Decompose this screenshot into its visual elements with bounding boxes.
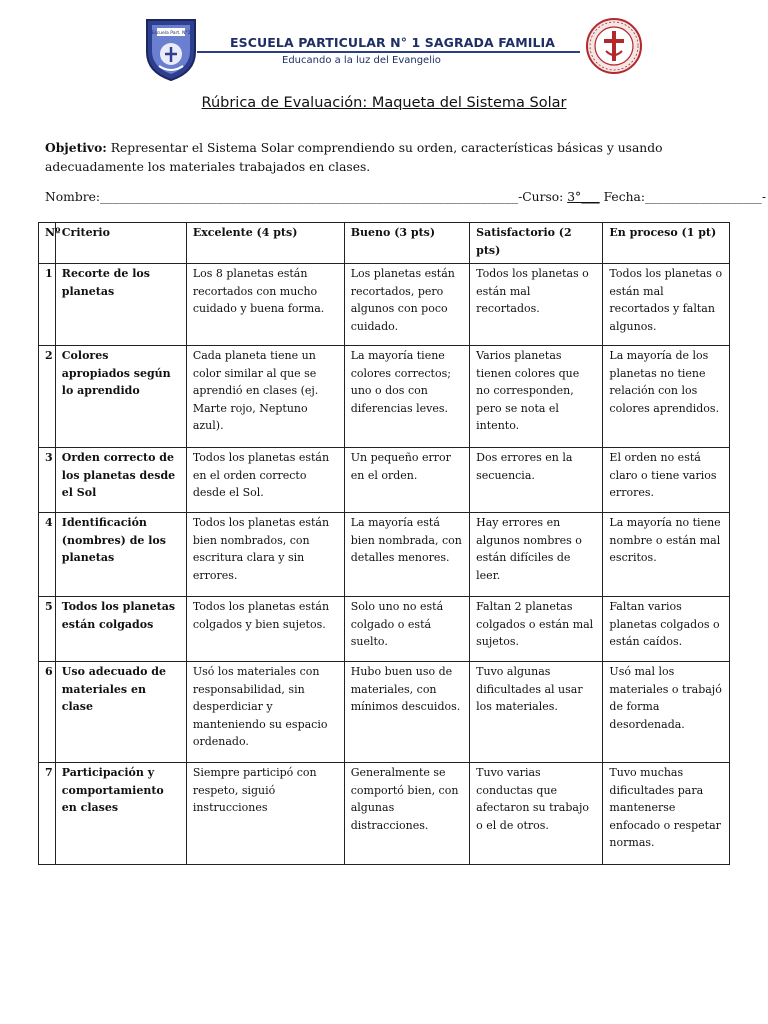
header-in-progress: En proceso (1 pt) [603, 223, 730, 264]
in-progress-cell: Faltan varios planetas colgados o están caídos. [603, 597, 730, 662]
row-number: 7 [39, 763, 56, 865]
letterhead [0, 0, 768, 90]
school-motto: Educando a la luz del Evangelio [282, 55, 441, 66]
svg-text:Escuela Part. N°1: Escuela Part. N°1 [151, 31, 191, 36]
row-number: 4 [39, 513, 56, 597]
criterion-cell: Colores apropiados según lo aprendido [55, 346, 186, 448]
good-cell: Generalmente se comportó bien, con algunas distracciones. [344, 763, 469, 865]
objective-label: Objetivo: [45, 140, 107, 155]
criterion-cell: Identificación (nombres) de los planetas [55, 513, 186, 597]
header-criterion: Criterio [55, 223, 186, 264]
criterion-cell: Uso adecuado de materiales en clase [55, 662, 186, 763]
header-good: Bueno (3 pts) [344, 223, 469, 264]
date-label: Fecha: [599, 190, 645, 204]
satisfactory-cell: Hay errores en algunos nombres o están difíciles de leer. [470, 513, 603, 597]
table-row [39, 264, 730, 346]
satisfactory-cell: Tuvo varias conductas que afectaron su trabajo o el de otros. [470, 763, 603, 865]
satisfactory-cell: Todos los planetas o están mal recortados. [470, 264, 603, 346]
excellent-cell: Todos los planetas están colgados y bien sujetos. [186, 597, 344, 662]
good-cell: Solo uno no está colgado o está suelto. [344, 597, 469, 662]
course-label: -Curso: [518, 190, 568, 204]
school-seal-logo [585, 17, 643, 75]
course-value[interactable]: 3°___ [567, 190, 600, 204]
excellent-cell: Todos los planetas están bien nombrados, con escritura clara y sin errores. [186, 513, 344, 597]
satisfactory-cell: Faltan 2 planetas colgados o están mal sujetos. [470, 597, 603, 662]
in-progress-cell: Usó mal los materiales o trabajó de forma desordenada. [603, 662, 730, 763]
satisfactory-cell: Dos errores en la secuencia. [470, 448, 603, 513]
excellent-cell: Siempre participó con respeto, siguió instrucciones [186, 763, 344, 865]
name-label: Nombre: [45, 190, 100, 204]
row-number: 6 [39, 662, 56, 763]
good-cell: La mayoría tiene colores correctos; uno o dos con diferencias leves. [344, 346, 469, 448]
objective-text: Representar el Sistema Solar comprendiendo su orden, características básicas y usando adecuadamente los materiales trabajados en clases. [45, 141, 663, 174]
row-number: 1 [39, 264, 56, 346]
table-row [39, 597, 730, 662]
date-blank[interactable]: ___________________ [644, 190, 762, 204]
table-header-row [39, 223, 730, 264]
header-excellent: Excelente (4 pts) [186, 223, 344, 264]
table-row [39, 763, 730, 865]
school-name: ESCUELA PARTICULAR N° 1 SAGRADA FAMILIA [230, 35, 556, 50]
excellent-cell: Los 8 planetas están recortados con mucho cuidado y buena forma. [186, 264, 344, 346]
school-crest-logo [143, 16, 199, 82]
excellent-cell: Usó los materiales con responsabilidad, sin desperdiciar y manteniendo su espacio ordenado. [186, 662, 344, 763]
in-progress-cell: El orden no está claro o tiene varios errores. [603, 448, 730, 513]
in-progress-cell: La mayoría de los planetas no tiene relación con los colores aprendidos. [603, 346, 730, 448]
header-rule [197, 51, 580, 53]
objective-paragraph [45, 138, 735, 177]
criterion-cell: Participación y comportamiento en clases [55, 763, 186, 865]
in-progress-cell: Todos los planetas o están mal recortados y faltan algunos. [603, 264, 730, 346]
table-row [39, 448, 730, 513]
rubric-table [38, 222, 730, 865]
document-title: Rúbrica de Evaluación: Maqueta del Sistema Solar [201, 95, 567, 111]
good-cell: Un pequeño error en el orden. [344, 448, 469, 513]
good-cell: Los planetas están recortados, pero algunos con poco cuidado. [344, 264, 469, 346]
good-cell: Hubo buen uso de materiales, con mínimos descuidos. [344, 662, 469, 763]
name-blank[interactable]: ____________________________________________________________________ [100, 190, 519, 204]
student-info-line [45, 190, 766, 204]
excellent-cell: Todos los planetas están en el orden correcto desde el Sol. [186, 448, 344, 513]
line-end: - [761, 190, 766, 204]
good-cell: La mayoría está bien nombrada, con detalles menores. [344, 513, 469, 597]
row-number: 3 [39, 448, 56, 513]
table-row [39, 346, 730, 448]
table-row [39, 513, 730, 597]
satisfactory-cell: Varios planetas tienen colores que no corresponden, pero se nota el intento. [470, 346, 603, 448]
row-number: 5 [39, 597, 56, 662]
in-progress-cell: La mayoría no tiene nombre o están mal escritos. [603, 513, 730, 597]
header-satisfactory: Satisfactorio (2 pts) [470, 223, 603, 264]
in-progress-cell: Tuvo muchas dificultades para mantenerse enfocado o respetar normas. [603, 763, 730, 865]
table-row [39, 662, 730, 763]
criterion-cell: Todos los planetas están colgados [55, 597, 186, 662]
criterion-cell: Recorte de los planetas [55, 264, 186, 346]
row-number: 2 [39, 346, 56, 448]
header-number: Nº [39, 223, 56, 264]
criterion-cell: Orden correcto de los planetas desde el Sol [55, 448, 186, 513]
excellent-cell: Cada planeta tiene un color similar al que se aprendió en clases (ej. Marte rojo, Neptuno azul). [186, 346, 344, 448]
satisfactory-cell: Tuvo algunas dificultades al usar los materiales. [470, 662, 603, 763]
